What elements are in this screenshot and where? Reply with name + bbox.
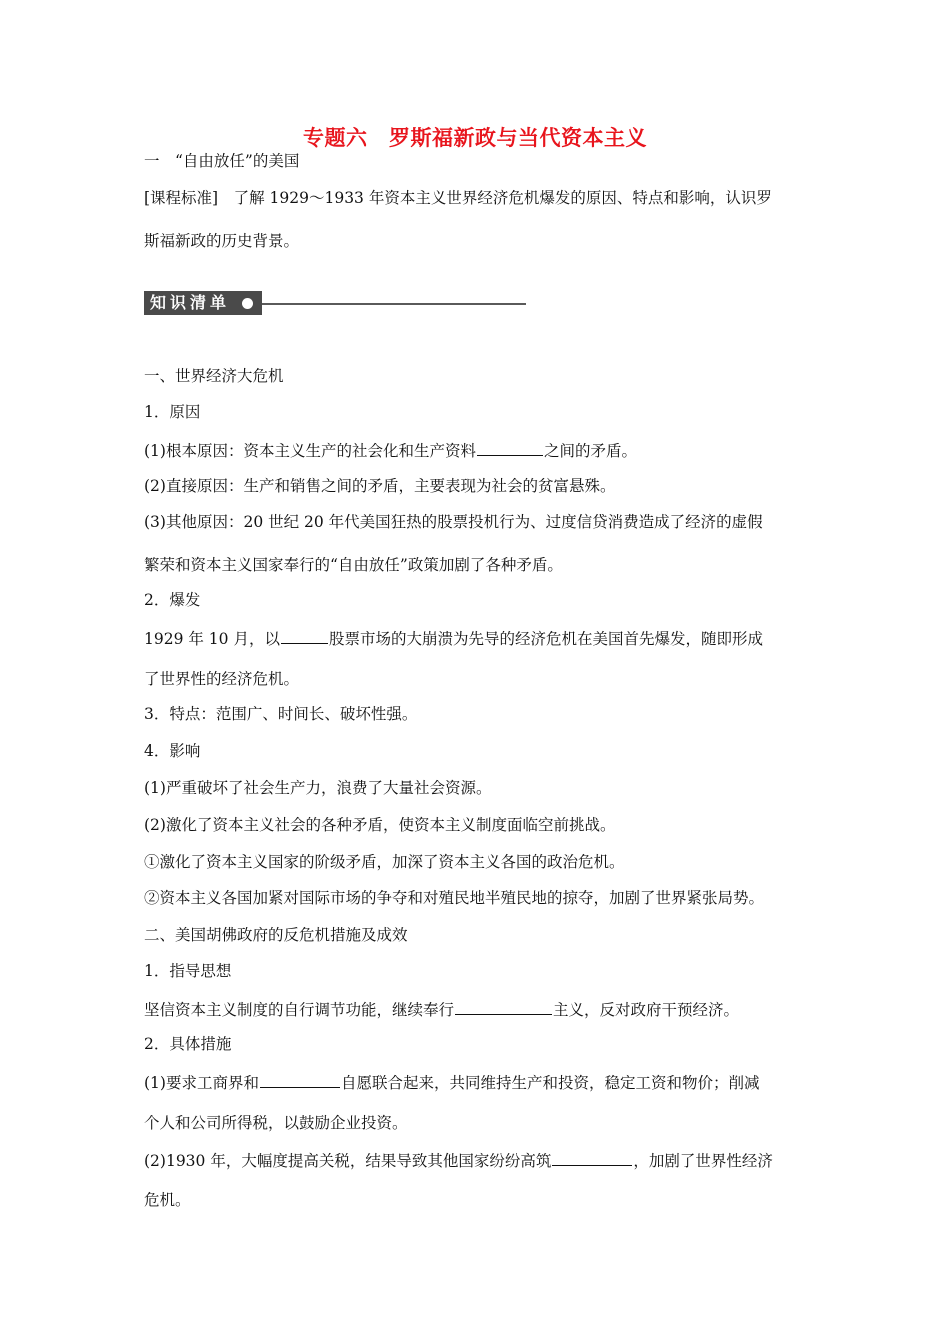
heading-measures: 2．具体措施 <box>144 1035 232 1053</box>
knowledge-list-label: 知识清单 <box>144 291 262 315</box>
feature: 3．特点：范围广、时间长、破坏性强。 <box>144 705 418 723</box>
fill-blank-1[interactable] <box>477 439 543 456</box>
heading-world-crisis: 一、世界经济大危机 <box>144 367 284 385</box>
course-standard-line-1: [课程标准] 了解 1929～1933 年资本主义世界经济危机爆发的原因、特点和影响，认识罗 <box>144 189 772 207</box>
guide-text-post: 主义，反对政府干预经济。 <box>553 1001 740 1019</box>
fill-blank-3[interactable] <box>455 998 552 1015</box>
measure-2-text-pre: (2)1930 年，大幅度提高关税，结果导致其他国家纷纷高筑 <box>144 1152 552 1170</box>
outbreak-line-2: 了世界性的经济危机。 <box>144 670 300 688</box>
measure-2-text-post: ，加剧了世界性经济 <box>633 1152 773 1170</box>
heading-outbreak: 2．爆发 <box>144 591 201 609</box>
measure-1-text-post: 自愿联合起来，共同维持生产和投资，稳定工资和物价；削减 <box>340 1074 760 1092</box>
fill-blank-4[interactable] <box>260 1071 340 1088</box>
knowledge-list-banner <box>144 291 526 317</box>
heading-hoover: 二、美国胡佛政府的反危机措施及成效 <box>144 926 408 944</box>
fill-blank-5[interactable] <box>552 1149 632 1166</box>
measure-1-text-pre: (1)要求工商界和 <box>144 1074 259 1092</box>
cause-3-line-2: 繁荣和资本主义国家奉行的“自由放任”政策加剧了各种矛盾。 <box>144 556 563 574</box>
fill-blank-2[interactable] <box>281 627 328 644</box>
measure-2-line-2: 危机。 <box>144 1191 191 1209</box>
guide-text-pre: 坚信资本主义制度的自行调节功能，继续奉行 <box>144 1001 455 1019</box>
cause-1 <box>144 439 637 461</box>
cause-1-text-post: 之间的矛盾。 <box>543 442 637 460</box>
guide-line <box>144 998 739 1020</box>
outbreak-text-post: 股票市场的大崩溃为先导的经济危机在美国首先爆发，随即形成 <box>328 630 763 648</box>
measure-1-line-1 <box>144 1071 759 1093</box>
banner-rule <box>262 303 526 305</box>
cause-3-line-1: (3)其他原因：20 世纪 20 年代美国狂热的股票投机行为、过度信贷消费造成了经济的虚假 <box>144 513 763 531</box>
course-standard-line-2: 斯福新政的历史背景。 <box>144 232 300 250</box>
outbreak-line-1 <box>144 627 763 649</box>
heading-cause: 1．原因 <box>144 403 201 421</box>
measure-1-line-2: 个人和公司所得税，以鼓励企业投资。 <box>144 1114 408 1132</box>
outbreak-text-pre: 1929 年 10 月，以 <box>144 630 280 648</box>
cause-1-text-pre: (1)根本原因：资本主义生产的社会化和生产资料 <box>144 442 476 460</box>
impact-2b: ②资本主义各国加紧对国际市场的争夺和对殖民地半殖民地的掠夺，加剧了世界紧张局势。 <box>144 889 765 907</box>
impact-2a: ①激化了资本主义国家的阶级矛盾，加深了资本主义各国的政治危机。 <box>144 853 625 871</box>
heading-guide: 1．指导思想 <box>144 962 232 980</box>
impact-1: (1)严重破坏了社会生产力，浪费了大量社会资源。 <box>144 779 492 797</box>
measure-2-line-1 <box>144 1149 773 1171</box>
heading-impact: 4．影响 <box>144 742 201 760</box>
impact-2: (2)激化了资本主义社会的各种矛盾，使资本主义制度面临空前挑战。 <box>144 816 616 834</box>
page-title: 专题六 罗斯福新政与当代资本主义 <box>303 125 647 150</box>
section-subtitle: 一 “自由放任”的美国 <box>144 152 300 170</box>
cause-2: (2)直接原因：生产和销售之间的矛盾，主要表现为社会的贫富悬殊。 <box>144 477 616 495</box>
banner-dot-icon <box>242 298 253 309</box>
